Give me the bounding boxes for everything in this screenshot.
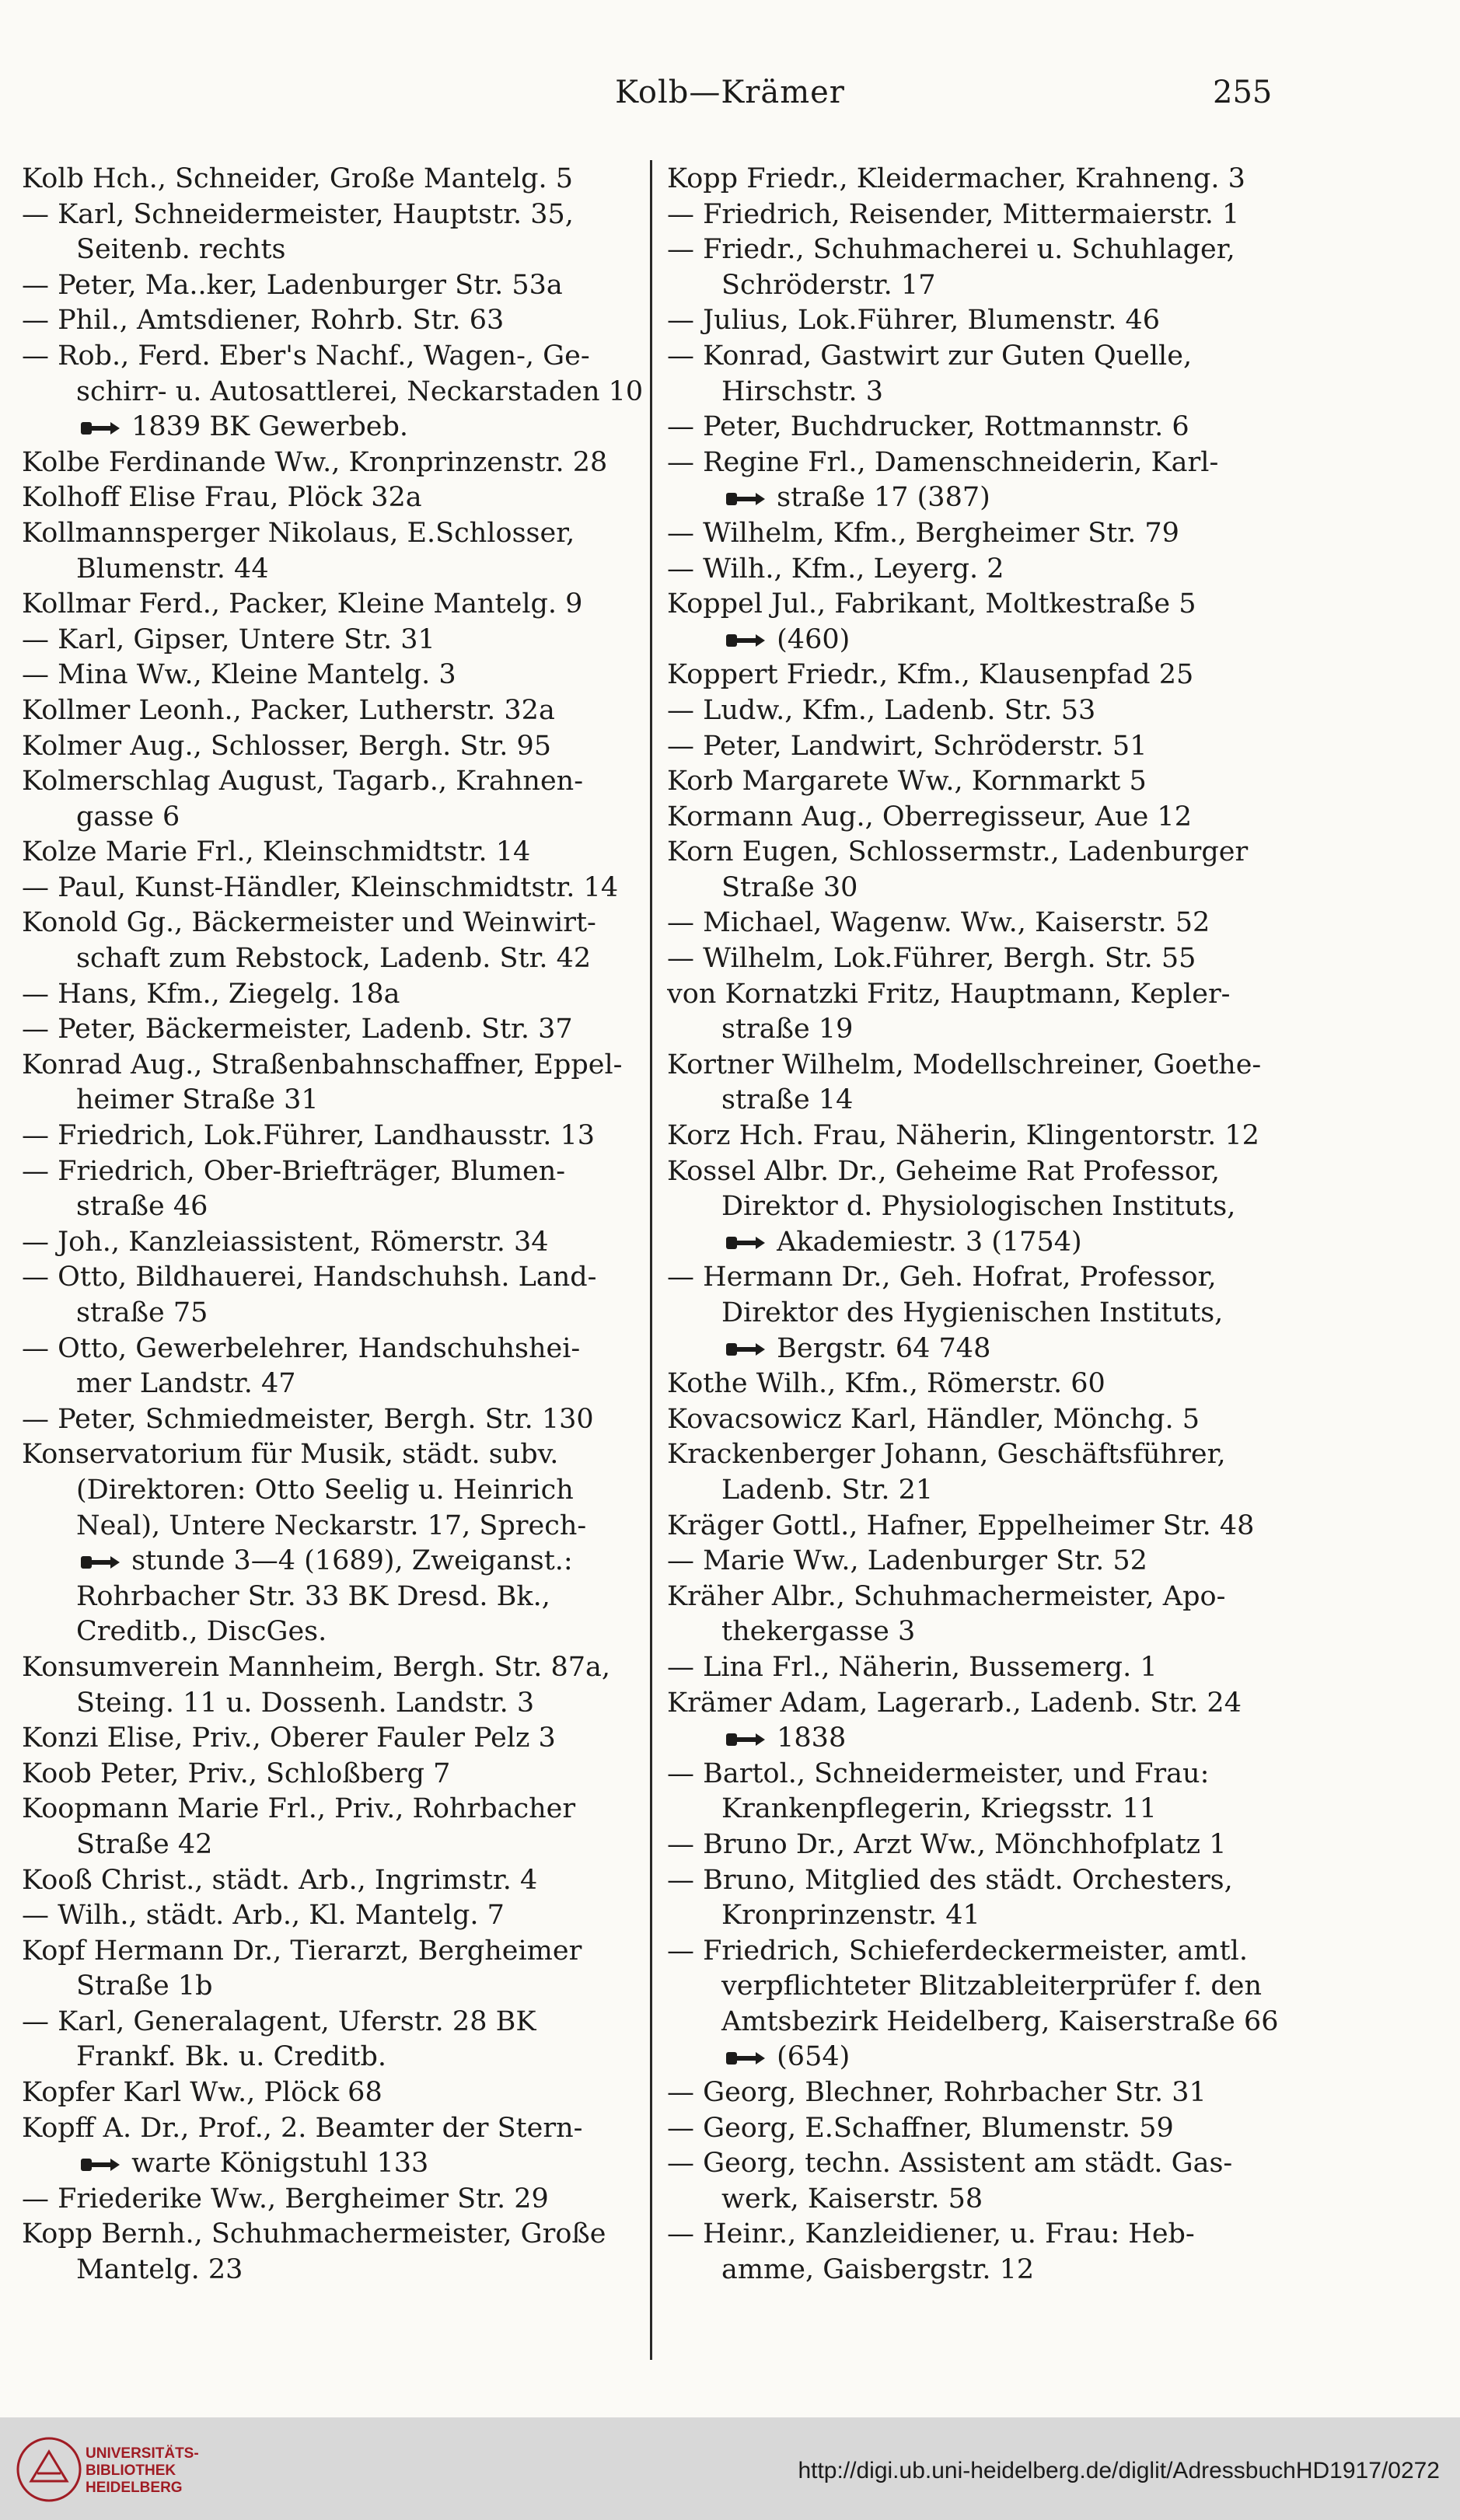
directory-line — [22, 2253, 659, 2288]
directory-entry-text: Direktor des Hygienischen Instituts, — [721, 1297, 1224, 1328]
directory-entry-text: — Lina Frl., Näherin, Bussemerg. 1 — [667, 1651, 1158, 1683]
directory-line — [667, 552, 1305, 588]
directory-line — [22, 1402, 659, 1438]
source-url-link[interactable]: http://digi.ub.uni-heidelberg.de/diglit/AdressbuchHD1917/0272 — [798, 2458, 1440, 2483]
directory-line — [22, 658, 659, 693]
directory-entry-text: Kollmannsperger Nikolaus, E.Schlosser, — [22, 517, 575, 549]
directory-entry-text: Kolb Hch., Schneider, Große Mantelg. 5 — [22, 163, 573, 194]
directory-entry-text: — Rob., Ferd. Eber's Nachf., Wagen-, Ge- — [22, 340, 590, 372]
directory-entry-text: mer Landstr. 47 — [76, 1368, 296, 1400]
directory-entry-text: Konold Gg., Bäckermeister und Weinwirt- — [22, 907, 596, 939]
directory-line — [22, 977, 659, 1013]
directory-line — [667, 480, 1305, 516]
directory-line — [667, 800, 1305, 836]
directory-entry-text: Koopmann Marie Frl., Priv., Rohrbacher — [22, 1793, 576, 1825]
directory-line — [22, 1119, 659, 1154]
library-name-line: UNIVERSITÄTS- — [86, 2445, 199, 2462]
telephone-icon — [76, 419, 123, 438]
directory-entry-text: Bergstr. 64 748 — [777, 1332, 991, 1364]
directory-line — [667, 623, 1305, 658]
directory-line — [22, 729, 659, 765]
directory-line — [22, 1296, 659, 1332]
directory-entry-text: — Peter, Bäckermeister, Ladenb. Str. 37 — [22, 1014, 573, 1045]
directory-line — [667, 2253, 1305, 2288]
directory-entry-text: — Mina Ww., Kleine Mantelg. 3 — [22, 659, 456, 691]
directory-entry-text: Konservatorium für Musik, städt. subv. — [22, 1439, 559, 1471]
directory-entry-text: Kortner Wilhelm, Modellschreiner, Goethe- — [667, 1049, 1262, 1080]
directory-entry-text: verpflichteter Blitzableiterprüfer f. den — [721, 1970, 1263, 2002]
directory-entry-text: Kopp Friedr., Kleidermacher, Krahneng. 3 — [667, 163, 1245, 194]
directory-line — [22, 445, 659, 481]
directory-line — [667, 1934, 1305, 1970]
directory-line — [22, 2005, 659, 2040]
directory-entry-text: — Wilh., Kfm., Leyerg. 2 — [667, 553, 1004, 585]
directory-entry-text: Kolmerschlag August, Tagarb., Krahnen- — [22, 766, 584, 798]
directory-entry-text: Koppert Friedr., Kfm., Klausenpfad 25 — [667, 659, 1194, 691]
directory-line — [667, 1898, 1305, 1934]
directory-line — [22, 2182, 659, 2218]
directory-line — [22, 1048, 659, 1084]
directory-entry-text: — Joh., Kanzleiassistent, Römerstr. 34 — [22, 1226, 549, 1258]
directory-entry-text: — Georg, E.Schaffner, Blumenstr. 59 — [667, 2112, 1174, 2144]
directory-entry-text: (Direktoren: Otto Seelig u. Heinrich — [76, 1474, 574, 1506]
directory-line — [667, 941, 1305, 977]
directory-entry-text: Konsumverein Mannheim, Bergh. Str. 87a, — [22, 1651, 611, 1683]
directory-entry-text: Straße 42 — [76, 1828, 213, 1860]
directory-entry-text: — Bartol., Schneidermeister, und Frau: — [667, 1757, 1210, 1789]
directory-line — [22, 1721, 659, 1757]
directory-line — [667, 1437, 1305, 1473]
directory-line — [22, 693, 659, 729]
directory-line — [22, 480, 659, 516]
directory-line — [667, 1509, 1305, 1544]
directory-line — [667, 162, 1305, 197]
directory-line — [22, 1898, 659, 1934]
directory-line — [667, 197, 1305, 233]
directory-entry-text: thekergasse 3 — [721, 1616, 916, 1648]
directory-entry-text: Hirschstr. 3 — [721, 375, 883, 407]
directory-entry-text: Frankf. Bk. u. Creditb. — [76, 2041, 386, 2073]
directory-line — [667, 977, 1305, 1013]
directory-entry-text: — Hermann Dr., Geh. Hofrat, Professor, — [667, 1262, 1217, 1293]
directory-entry-text: — Ludw., Kfm., Ladenb. Str. 53 — [667, 694, 1096, 726]
directory-line — [22, 1544, 659, 1579]
directory-entry-text: — Karl, Schneidermeister, Hauptstr. 35, — [22, 198, 574, 230]
directory-line — [667, 1012, 1305, 1048]
directory-entry-text: — Friederike Ww., Bergheimer Str. 29 — [22, 2183, 549, 2215]
directory-line — [667, 587, 1305, 623]
directory-entry-text: — Peter, Buchdrucker, Rottmannstr. 6 — [667, 411, 1189, 443]
directory-entry-text: straße 75 — [76, 1297, 208, 1328]
directory-entry-text: Kopf Hermann Dr., Tierarzt, Bergheimer — [22, 1935, 582, 1967]
directory-line — [22, 1473, 659, 1509]
right-column — [667, 162, 1305, 2400]
directory-entry-text: — Konrad, Gastwirt zur Guten Quelle, — [667, 340, 1193, 372]
directory-line — [667, 1792, 1305, 1827]
directory-line — [667, 410, 1305, 445]
directory-line — [22, 1969, 659, 2005]
directory-line — [22, 1509, 659, 1544]
telephone-icon — [721, 490, 768, 508]
directory-entry-text: Kolmer Aug., Schlosser, Bergh. Str. 95 — [22, 730, 552, 762]
directory-line — [667, 1827, 1305, 1863]
directory-entry-text: Kollmer Leonh., Packer, Lutherstr. 32a — [22, 694, 555, 726]
directory-line — [667, 1650, 1305, 1686]
directory-line — [667, 232, 1305, 268]
directory-line — [22, 623, 659, 658]
directory-line — [22, 1225, 659, 1261]
directory-line — [667, 1083, 1305, 1119]
directory-entry-text: — Friedr., Schuhmacherei u. Schuhlager, — [667, 234, 1235, 266]
directory-line — [667, 693, 1305, 729]
directory-entry-text: — Georg, techn. Assistent am städt. Gas- — [667, 2148, 1233, 2180]
directory-line — [22, 197, 659, 233]
directory-entry-text: — Julius, Lok.Führer, Blumenstr. 46 — [667, 305, 1161, 337]
telephone-icon — [721, 1340, 768, 1359]
directory-line — [667, 2182, 1305, 2218]
directory-line — [22, 1154, 659, 1190]
directory-entry-text: Korz Hch. Frau, Näherin, Klingentorstr. 12 — [667, 1120, 1259, 1152]
telephone-icon — [76, 1553, 123, 1572]
directory-entry-text: Kormann Aug., Oberregisseur, Aue 12 — [667, 801, 1192, 832]
directory-line — [667, 303, 1305, 339]
directory-entry-text: Kolhoff Elise Frau, Plöck 32a — [22, 482, 422, 514]
directory-line — [667, 1544, 1305, 1579]
directory-line — [22, 268, 659, 304]
directory-entry-text: Kollmar Ferd., Packer, Kleine Mantelg. 9 — [22, 588, 583, 620]
directory-line — [667, 1614, 1305, 1650]
directory-entry-text: warte Königstuhl 133 — [131, 2148, 429, 2180]
directory-entry-text: — Otto, Gewerbelehrer, Handschuhshei- — [22, 1332, 581, 1364]
directory-line — [667, 2146, 1305, 2182]
directory-entry-text: Koob Peter, Priv., Schloßberg 7 — [22, 1757, 451, 1789]
directory-entry-text: Kossel Albr. Dr., Geheime Rat Professor, — [667, 1155, 1220, 1187]
directory-line — [22, 941, 659, 977]
directory-line — [667, 1332, 1305, 1367]
telephone-icon — [76, 2155, 123, 2174]
directory-line — [22, 1827, 659, 1863]
library-name-line: BIBLIOTHEK — [86, 2462, 176, 2479]
directory-line — [667, 1863, 1305, 1899]
directory-entry-text: straße 17 (387) — [777, 482, 990, 514]
directory-line — [667, 1189, 1305, 1225]
library-name-line: HEIDELBERG — [86, 2480, 183, 2496]
directory-entry-text: Blumenstr. 44 — [76, 553, 269, 585]
directory-entry-text: — Heinr., Kanzleidiener, u. Frau: Heb- — [667, 2218, 1195, 2250]
directory-entry-text: Konrad Aug., Straßenbahnschaffner, Eppel- — [22, 1049, 623, 1080]
footer-bar — [0, 2417, 1460, 2520]
telephone-icon — [721, 631, 768, 650]
directory-entry-text: — Peter, Schmiedmeister, Bergh. Str. 130 — [22, 1403, 594, 1435]
directory-entry-text: — Friedrich, Reisender, Mittermaierstr. 1 — [667, 198, 1240, 230]
directory-entry-text: stunde 3—4 (1689), Zweiganst.: — [131, 1545, 573, 1577]
directory-entry-text: Kooß Christ., städt. Arb., Ingrimstr. 4 — [22, 1864, 538, 1896]
directory-line — [22, 552, 659, 588]
directory-entry-text: Amtsbezirk Heidelberg, Kaiserstraße 66 — [721, 2005, 1279, 2037]
directory-line — [22, 587, 659, 623]
directory-line — [22, 835, 659, 871]
left-column — [22, 162, 659, 2400]
directory-entry-text: — Michael, Wagenw. Ww., Kaiserstr. 52 — [667, 907, 1210, 939]
directory-entry-text: Krämer Adam, Lagerarb., Ladenb. Str. 24 — [667, 1687, 1242, 1719]
directory-line — [22, 2040, 659, 2075]
directory-line — [667, 729, 1305, 765]
directory-line — [667, 1402, 1305, 1438]
telephone-icon — [721, 2049, 768, 2068]
directory-line — [22, 410, 659, 445]
directory-entry-text: (460) — [777, 623, 851, 655]
directory-entry-text: heimer Straße 31 — [76, 1084, 319, 1116]
directory-entry-text: amme, Gaisbergstr. 12 — [721, 2254, 1035, 2286]
directory-line — [667, 1225, 1305, 1261]
directory-line — [667, 2111, 1305, 2147]
directory-entry-text: Kovacsowicz Karl, Händler, Mönchg. 5 — [667, 1403, 1200, 1435]
directory-line — [22, 232, 659, 268]
directory-line — [667, 906, 1305, 941]
telephone-icon — [721, 1730, 768, 1749]
directory-line — [22, 2146, 659, 2182]
directory-entry-text: — Friedrich, Schieferdeckermeister, amtl. — [667, 1935, 1248, 1967]
directory-entry-text: Creditb., DiscGes. — [76, 1616, 327, 1648]
directory-entry-text: Schröderstr. 17 — [721, 269, 936, 301]
directory-line — [22, 1757, 659, 1792]
directory-entry-text: Konzi Elise, Priv., Oberer Fauler Pelz 3 — [22, 1722, 556, 1754]
directory-entry-text: Kolze Marie Frl., Kleinschmidtstr. 14 — [22, 836, 531, 868]
library-seal-icon[interactable] — [14, 2434, 84, 2504]
directory-entry-text: Kopff A. Dr., Prof., 2. Beamter der Stern- — [22, 2112, 583, 2144]
directory-line — [667, 1260, 1305, 1296]
directory-entry-text: — Wilh., städt. Arb., Kl. Mantelg. 7 — [22, 1900, 505, 1932]
directory-entry-text: — Karl, Generalagent, Uferstr. 28 BK — [22, 2005, 536, 2037]
directory-line — [667, 445, 1305, 481]
directory-entry-text: Direktor d. Physiologischen Instituts, — [721, 1191, 1236, 1223]
directory-line — [667, 2005, 1305, 2040]
directory-entry-text: Mantelg. 23 — [76, 2254, 243, 2286]
directory-entry-text: Kronprinzenstr. 41 — [721, 1900, 980, 1932]
directory-line — [667, 2040, 1305, 2075]
directory-line — [22, 1934, 659, 1970]
directory-line — [667, 1579, 1305, 1615]
directory-line — [22, 303, 659, 339]
directory-entry-text: Akademiestr. 3 (1754) — [777, 1226, 1082, 1258]
directory-entry-text: werk, Kaiserstr. 58 — [721, 2183, 983, 2215]
directory-line — [22, 1792, 659, 1827]
directory-entry-text: Neal), Untere Neckarstr. 17, Sprech- — [76, 1510, 587, 1541]
directory-entry-text: Korb Margarete Ww., Kornmarkt 5 — [667, 766, 1147, 798]
directory-entry-text: straße 46 — [76, 1191, 208, 1223]
directory-entry-text: Krankenpflegerin, Kriegsstr. 11 — [721, 1793, 1157, 1825]
directory-entry-text: Kräger Gottl., Hafner, Eppelheimer Str. 48 — [667, 1510, 1255, 1541]
directory-entry-text: — Paul, Kunst-Händler, Kleinschmidtstr. 14 — [22, 871, 619, 903]
running-title: Kolb—Krämer — [615, 75, 845, 110]
directory-entry-text: — Bruno Dr., Arzt Ww., Mönchhofplatz 1 — [667, 1828, 1227, 1860]
directory-line — [22, 1332, 659, 1367]
telephone-icon — [721, 1234, 768, 1252]
directory-line — [22, 906, 659, 941]
directory-entry-text: 1838 — [777, 1722, 847, 1754]
directory-line — [22, 516, 659, 552]
directory-line — [22, 1012, 659, 1048]
directory-line — [667, 1048, 1305, 1084]
directory-line — [22, 1579, 659, 1615]
directory-entry-text: — Wilhelm, Kfm., Bergheimer Str. 79 — [667, 517, 1179, 549]
directory-line — [22, 1366, 659, 1402]
directory-entry-text: — Phil., Amtsdiener, Rohrb. Str. 63 — [22, 305, 505, 337]
directory-line — [22, 1189, 659, 1225]
directory-line — [667, 1757, 1305, 1792]
directory-line — [667, 835, 1305, 871]
directory-entry-text: — Karl, Gipser, Untere Str. 31 — [22, 623, 435, 655]
directory-line — [22, 1650, 659, 1686]
directory-line — [22, 800, 659, 836]
directory-entry-text: Kopp Bernh., Schuhmachermeister, Große — [22, 2218, 606, 2250]
directory-entry-text: Steing. 11 u. Dossenh. Landstr. 3 — [76, 1687, 535, 1719]
directory-line — [22, 764, 659, 800]
directory-line — [667, 268, 1305, 304]
directory-line — [22, 1686, 659, 1722]
directory-line — [22, 2111, 659, 2147]
directory-line — [22, 1083, 659, 1119]
directory-entry-text: — Georg, Blechner, Rohrbacher Str. 31 — [667, 2077, 1207, 2109]
directory-entry-text: Koppel Jul., Fabrikant, Moltkestraße 5 — [667, 588, 1196, 620]
directory-line — [667, 339, 1305, 375]
page-number: 255 — [1213, 75, 1273, 110]
directory-entry-text: gasse 6 — [76, 801, 180, 832]
directory-line — [667, 1969, 1305, 2005]
directory-line — [667, 1686, 1305, 1722]
directory-line — [667, 764, 1305, 800]
directory-entry-text: — Hans, Kfm., Ziegelg. 18a — [22, 978, 400, 1010]
directory-line — [667, 658, 1305, 693]
directory-entry-text: Straße 1b — [76, 1970, 213, 2002]
directory-line — [667, 1366, 1305, 1402]
directory-entry-text: Kolbe Ferdinande Ww., Kronprinzenstr. 28 — [22, 446, 608, 478]
directory-line — [22, 1863, 659, 1899]
directory-entry-text: Kräher Albr., Schuhmachermeister, Apo- — [667, 1580, 1226, 1612]
directory-entry-text: 1839 BK Gewerbeb. — [131, 411, 409, 443]
directory-line — [22, 375, 659, 410]
directory-entry-text: schirr- u. Autosattlerei, Neckarstaden 10 — [76, 375, 644, 407]
directory-line — [22, 339, 659, 375]
directory-entry-text: Seitenb. rechts — [76, 234, 286, 266]
directory-entry-text: — Friedrich, Lok.Führer, Landhausstr. 13 — [22, 1120, 596, 1152]
library-name — [86, 2445, 199, 2497]
directory-entry-text: straße 19 — [721, 1014, 854, 1045]
directory-line — [667, 1721, 1305, 1757]
directory-line — [667, 1119, 1305, 1154]
directory-entry-text: Kopfer Karl Ww., Plöck 68 — [22, 2077, 382, 2109]
directory-entry-text: — Friedrich, Ober-Briefträger, Blumen- — [22, 1155, 566, 1187]
directory-line — [667, 871, 1305, 906]
directory-entry-text: — Marie Ww., Ladenburger Str. 52 — [667, 1545, 1147, 1577]
column-divider — [650, 160, 652, 2360]
directory-entry-text: — Regine Frl., Damenschneiderin, Karl- — [667, 446, 1219, 478]
directory-entry-text: — Bruno, Mitglied des städt. Orchesters, — [667, 1864, 1233, 1896]
directory-entry-text: Straße 30 — [721, 871, 858, 903]
directory-line — [667, 1296, 1305, 1332]
directory-line — [22, 871, 659, 906]
directory-entry-text: Rohrbacher Str. 33 BK Dresd. Bk., — [76, 1580, 550, 1612]
directory-line — [22, 2075, 659, 2111]
directory-line — [667, 375, 1305, 410]
directory-entry-text: Ladenb. Str. 21 — [721, 1474, 934, 1506]
directory-line — [667, 2217, 1305, 2253]
directory-entry-text: — Peter, Landwirt, Schröderstr. 51 — [667, 730, 1147, 762]
directory-line — [22, 1260, 659, 1296]
directory-line — [22, 2217, 659, 2253]
directory-line — [22, 1437, 659, 1473]
directory-entry-text: von Kornatzki Fritz, Hauptmann, Kepler- — [667, 978, 1231, 1010]
directory-line — [667, 2075, 1305, 2111]
directory-line — [667, 1473, 1305, 1509]
directory-entry-text: — Peter, Ma..ker, Ladenburger Str. 53a — [22, 269, 563, 301]
directory-line — [22, 162, 659, 197]
directory-entry-text: Korn Eugen, Schlossermstr., Ladenburger — [667, 836, 1249, 868]
directory-entry-text: (654) — [777, 2041, 851, 2073]
directory-entry-text: — Otto, Bildhauerei, Handschuhsh. Land- — [22, 1262, 597, 1293]
directory-entry-text: straße 14 — [721, 1084, 854, 1116]
directory-entry-text: Kothe Wilh., Kfm., Römerstr. 60 — [667, 1368, 1105, 1400]
directory-entry-text: Krackenberger Johann, Geschäftsführer, — [667, 1439, 1226, 1471]
directory-line — [667, 1154, 1305, 1190]
directory-line — [22, 1614, 659, 1650]
directory-line — [667, 516, 1305, 552]
directory-entry-text: — Wilhelm, Lok.Führer, Bergh. Str. 55 — [667, 943, 1196, 975]
directory-entry-text: schaft zum Rebstock, Ladenb. Str. 42 — [76, 943, 592, 975]
